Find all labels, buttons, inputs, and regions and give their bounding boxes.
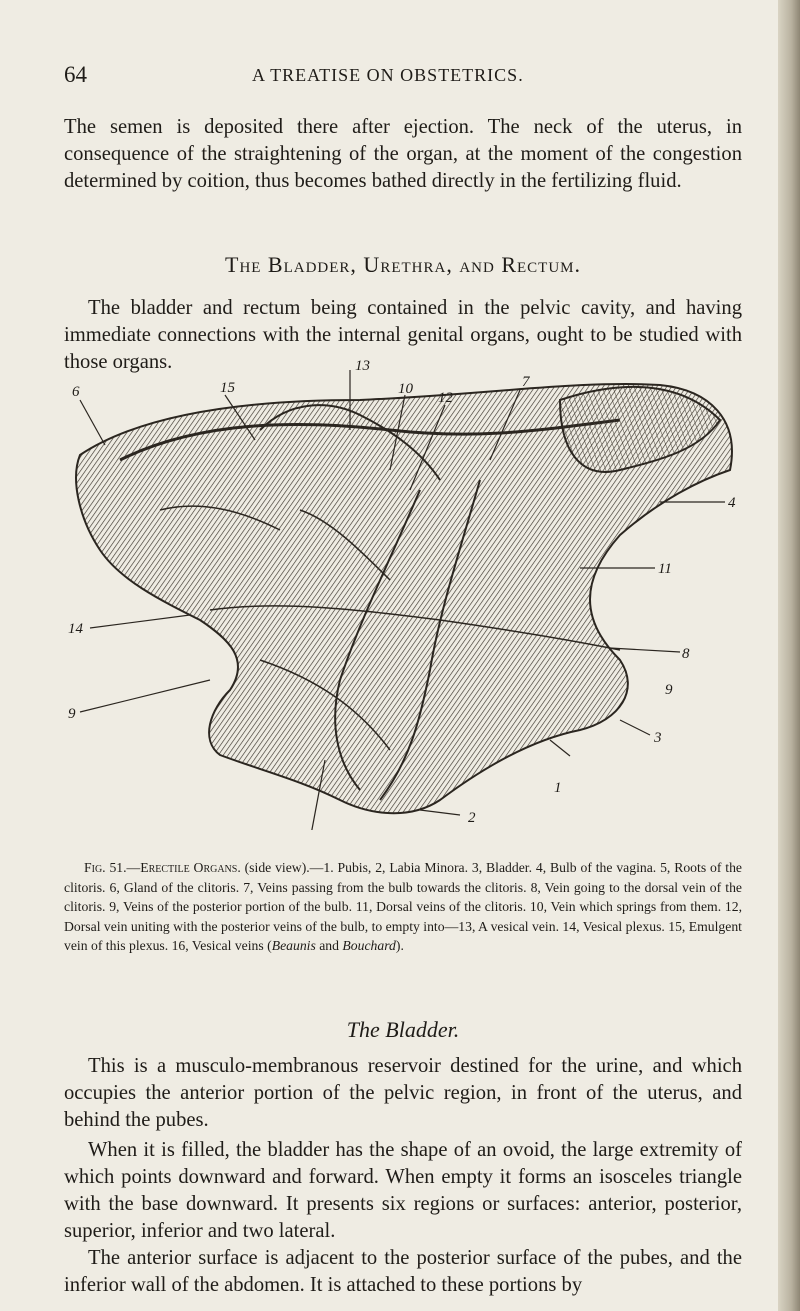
figure-label: 12 [438, 390, 453, 406]
section-heading: The Bladder, Urethra, and Rectum. [225, 252, 581, 277]
paragraph-semen: The semen is deposited there after ejection. The neck of the uterus, in consequence of the straightening of the organ, at the moment of the congestion determined by coition, thus becomes bathed directly in the fertilizing fluid. [64, 116, 742, 192]
page-edge [778, 0, 800, 1311]
page-header [64, 62, 724, 92]
paragraph-reservoir [64, 1053, 742, 1134]
paragraph-bladder-intro-text: The bladder and rectum being contained in the pelvic cavity, and having immediate connections with the internal genital organs, ought to be studied with those organs. [64, 297, 742, 373]
paragraph-anterior-surface [64, 1245, 742, 1299]
figure-label: 10 [398, 381, 413, 397]
anatomical-figure [60, 360, 750, 830]
figure-caption-author-2: Bouchard [342, 938, 396, 954]
figure-label: 1 [554, 780, 562, 796]
figure-label: 13 [355, 360, 370, 374]
figure-drawing [76, 384, 732, 813]
paragraph-shape-text: When it is filled, the bladder has the shape of an ovoid, the large extremity of which points downward and forward. When empty it forms an isosceles triangle with the base downward. It presents six regions or surfaces: anterior, posterior, superior, inferior and two lateral. [64, 1139, 742, 1242]
figure-label: 4 [728, 495, 736, 511]
figure-label: 14 [68, 621, 83, 637]
paragraph-shape [64, 1137, 742, 1245]
figure-label: 7 [522, 374, 530, 390]
paragraph-reservoir-text: This is a musculo-membranous reservoir destined for the urine, and which occupies the anterior portion of the pelvic region, in front of the uterus, and behind the pubes. [64, 1055, 742, 1131]
figure-caption-text: (side view).—1. Pubis, 2, Labia Minora. 3, Bladder. 4, Bulb of the vagina. 5, Roots of the clitoris. 6, Gland of the clitoris. 7, Veins passing from the bulb towards the clitoris. 8, Vein going to the dorsal vein of the clitoris. 9, Veins of the posterior portion of the bulb. 11, Dorsal veins of the clitoris. 10, Vein which springs from them. 12, Dorsal vein uniting with the posterior veins of the bulb, to empty into—13, A vesical vein. 14, Vesical plexus. 15, Emulgent vein of this plexus. 16, Vesical veins ( [64, 860, 742, 954]
figure-caption-and: and [315, 938, 343, 954]
running-head: A TREATISE ON OBSTETRICS. [252, 65, 524, 85]
figure-caption-author: Beaunis [271, 938, 316, 954]
figure-label: 15 [220, 380, 235, 396]
figure-caption-label: Fig. 51.—Erectile Organs. [84, 860, 241, 875]
figure-caption [64, 858, 742, 956]
sub-heading: The Bladder. [346, 1017, 460, 1042]
figure-label: 6 [72, 384, 80, 400]
paragraph-anterior-surface-text: The anterior surface is adjacent to the posterior surface of the pubes, and the inferior wall of the abdomen. It is attached to these portions by [64, 1247, 742, 1296]
figure-label: 9 [665, 682, 673, 698]
figure-caption-close: ). [395, 938, 404, 954]
figure-label: 8 [682, 646, 690, 662]
figure-label: 2 [468, 810, 476, 826]
figure-label: 3 [654, 730, 662, 746]
page-number: 64 [64, 62, 87, 87]
figure-label: 9 [68, 706, 76, 722]
figure-label: 11 [658, 561, 672, 577]
